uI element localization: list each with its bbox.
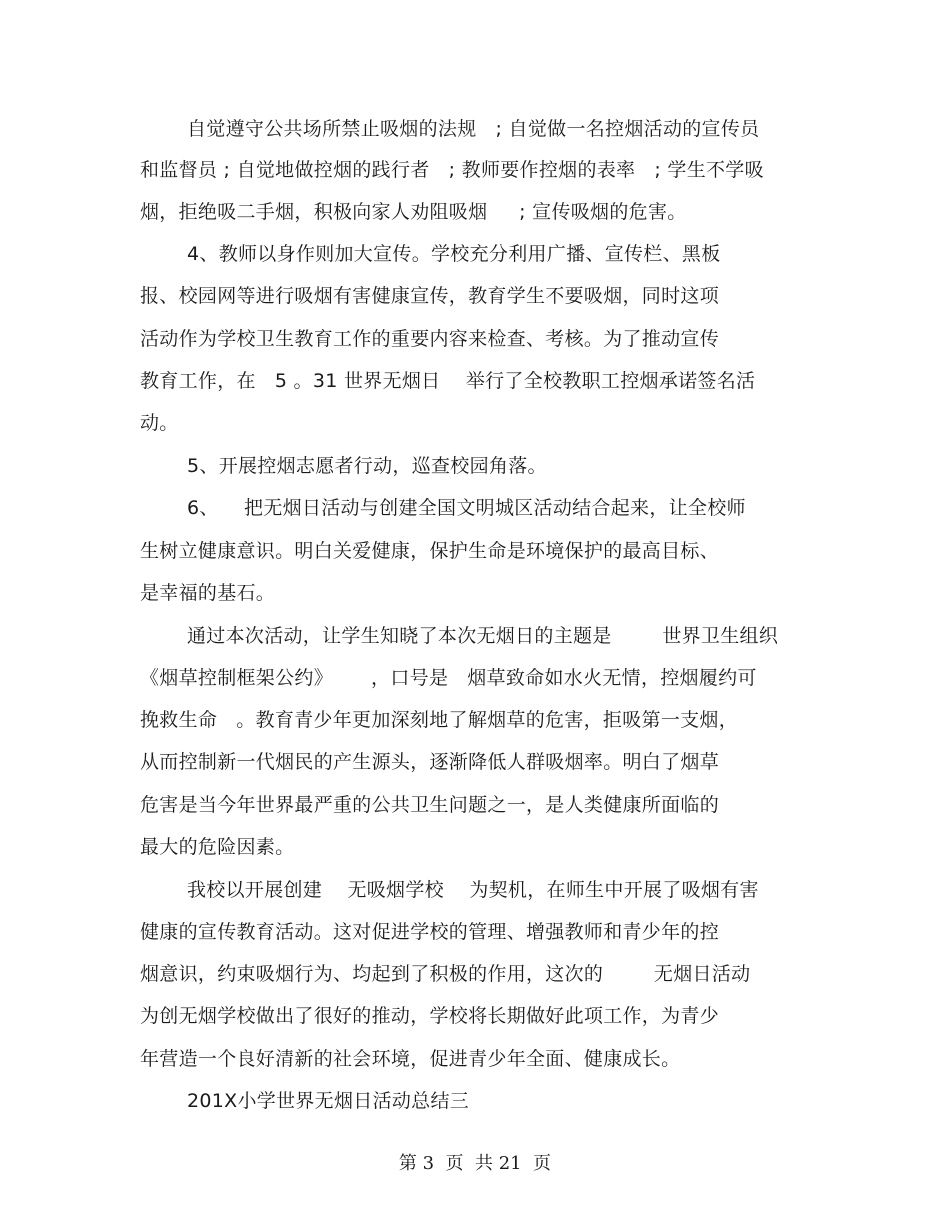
text-line: 5、开展控烟志愿者行动，巡查校园角落。 bbox=[187, 455, 547, 477]
section-heading: 201X小学世界无烟日活动总结三 bbox=[187, 1090, 470, 1112]
text-line: 我校以开展创建 无吸烟学校 为契机，在师生中开展了吸烟有害 bbox=[187, 879, 759, 901]
text-line: 烟意识，约束吸烟行为、均起到了积极的作用，这次的 无烟日活动 bbox=[140, 963, 751, 985]
text-line: 是幸福的基石。 bbox=[140, 582, 276, 604]
text-line: 烟，拒绝吸二手烟，积极向家人劝阻吸烟 ; 宣传吸烟的危害。 bbox=[140, 201, 687, 223]
text-line: 教育工作，在 5 。31 世界无烟日 举行了全校教职工控烟承诺签名活 bbox=[140, 370, 756, 392]
text-line: 从而控制新一代烟民的产生源头，逐渐降低人群吸烟率。明白了烟草 bbox=[140, 751, 720, 773]
text-line: 危害是当今年世界最严重的公共卫生问题之一，是人类健康所面临的 bbox=[140, 794, 720, 816]
text-line: 4、教师以身作则加大宣传。学校充分利用广播、宣传栏、黑板 bbox=[187, 243, 721, 265]
page-number-footer: 第 3 页 共 21 页 bbox=[398, 1153, 552, 1174]
text-line: 《烟草控制框架公约》 ，口号是 烟草致命如水火无情，控烟履约可 bbox=[140, 667, 757, 689]
text-line: 动。 bbox=[140, 412, 179, 434]
text-line: 为创无烟学校做出了很好的推动，学校将长期做好此项工作，为青少 bbox=[140, 1005, 720, 1027]
text-line: 年营造一个良好清新的社会环境，促进青少年全面、健康成长。 bbox=[140, 1048, 681, 1070]
text-line: 通过本次活动，让学生知晓了本次无烟日的主题是 世界卫生组织 bbox=[187, 625, 779, 647]
text-line: 健康的宣传教育活动。这对促进学校的管理、增强教师和青少年的控 bbox=[140, 921, 720, 943]
text-line: 活动作为学校卫生教育工作的重要内容来检查、考核。为了推动宣传 bbox=[140, 328, 720, 350]
text-line: 生树立健康意识。明白关爱健康，保护生命是环境保护的最高目标、 bbox=[140, 540, 720, 562]
text-line: 自觉遵守公共场所禁止吸烟的法规 ; 自觉做一名控烟活动的宣传员 bbox=[187, 118, 760, 140]
text-line: 6、 把无烟日活动与创建全国文明城区活动结合起来，让全校师 bbox=[187, 497, 746, 519]
text-line: 最大的危险因素。 bbox=[140, 836, 295, 858]
text-line: 报、校园网等进行吸烟有害健康宣传，教育学生不要吸烟，同时这项 bbox=[140, 285, 720, 307]
text-line: 挽救生命 。教育青少年更加深刻地了解烟草的危害，拒吸第一支烟， bbox=[140, 709, 739, 731]
text-line: 和监督员 ; 自觉地做控烟的践行者 ; 教师要作控烟的表率 ; 学生不学吸 bbox=[140, 159, 764, 181]
